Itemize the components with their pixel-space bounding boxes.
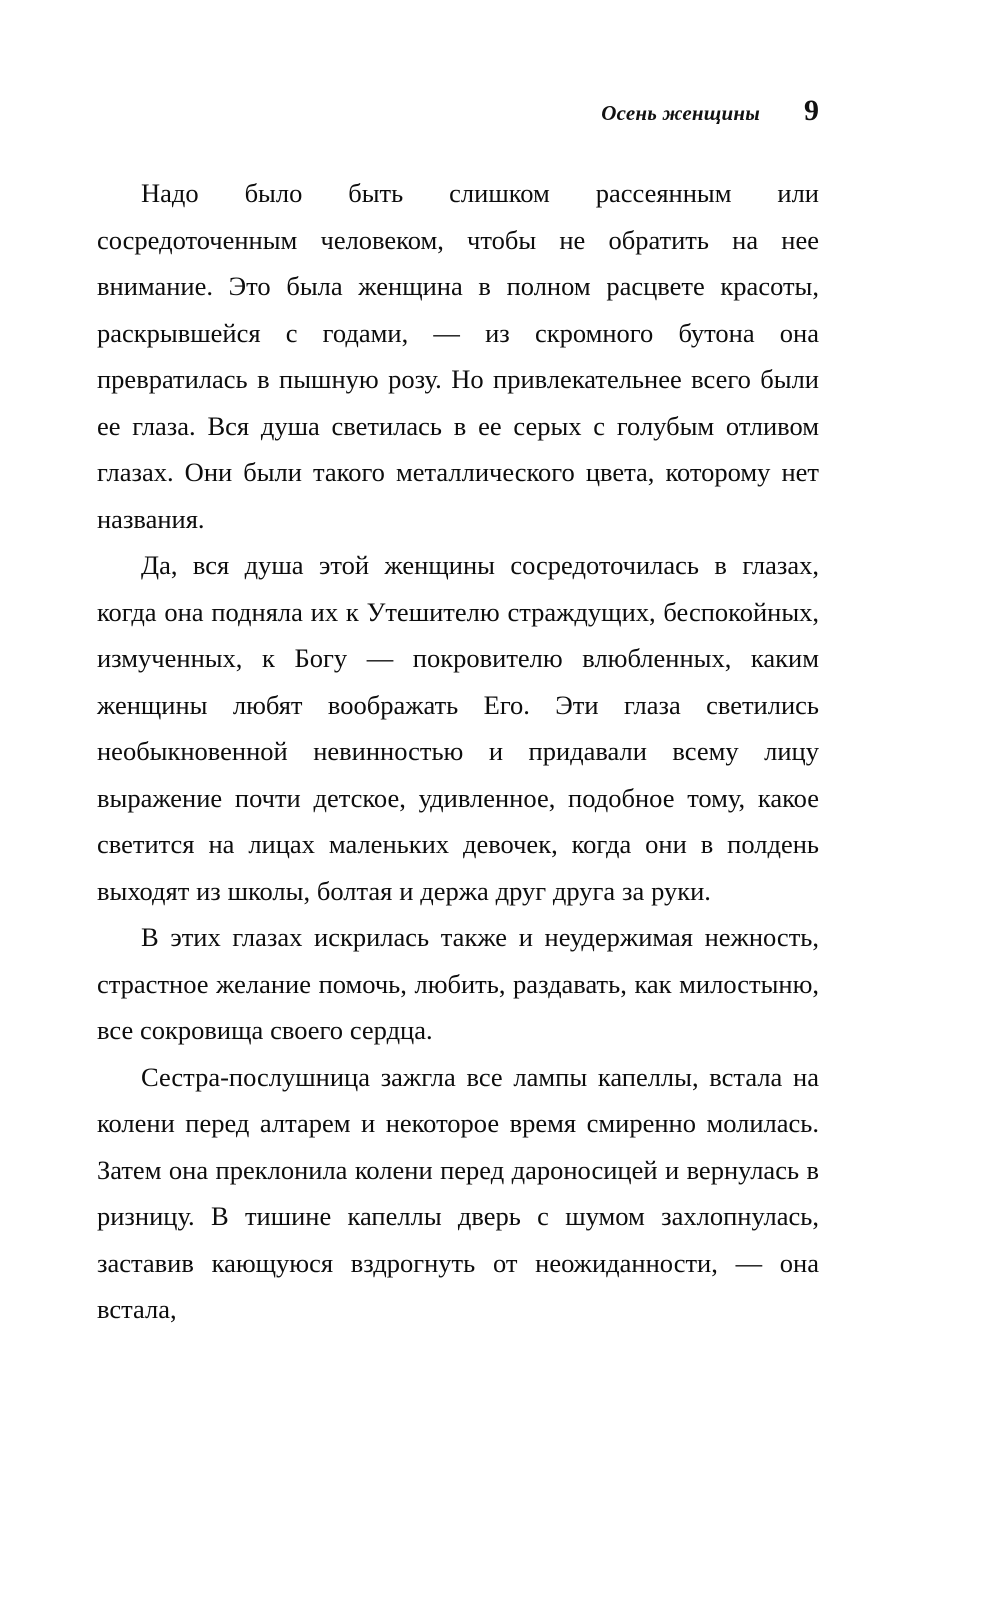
paragraph-3: В этих глазах искрилась также и неудержимая нежность, страстное желание помочь, любить, раздавать, как милостыню, все сокровища своего сердца.: [97, 922, 819, 1045]
running-head: [97, 96, 819, 148]
paragraph-4: Сестра-послушница зажгла все лампы капеллы, встала на колени перед алтарем и некоторое время смиренно молилась. Затем она преклонила колени перед дароносицей и вернулась в ризницу. В тишине капеллы дверь с шумом захлопнулась, заставив кающуюся вздрогнуть от неожиданности, — она встала,: [97, 1061, 819, 1324]
page-number: 9: [804, 94, 819, 127]
page-content: [97, 96, 819, 1333]
running-head-book-title: Осень женщины: [601, 101, 760, 125]
paragraph-1: Надо было быть слишком рассеянным или сосредоточенным человеком, чтобы не обратить на нее внимание. Это была женщина в полном расцвете красоты, раскрывшейся с годами, — из скромного бутона она превратилась в пышную розу. Но привлекательнее всего были ее глаза. Вся душа светилась в ее серых с голубым отливом глазах. Они были такого металлического цвета, которому нет названия.: [97, 178, 819, 534]
paragraph-2: Да, вся душа этой женщины сосредоточилась в глазах, когда она подняла их к Утешителю страждущих, беспокойных, измученных, к Богу — покровителю влюбленных, каким женщины любят воображать Его. Эти глаза светились необыкновенной невинностью и придавали всему лицу выражение почти детское, удивленное, подобное тому, какое светится на лицах маленьких девочек, когда они в полдень выходят из школы, болтая и держа друг друга за руки.: [97, 550, 819, 906]
